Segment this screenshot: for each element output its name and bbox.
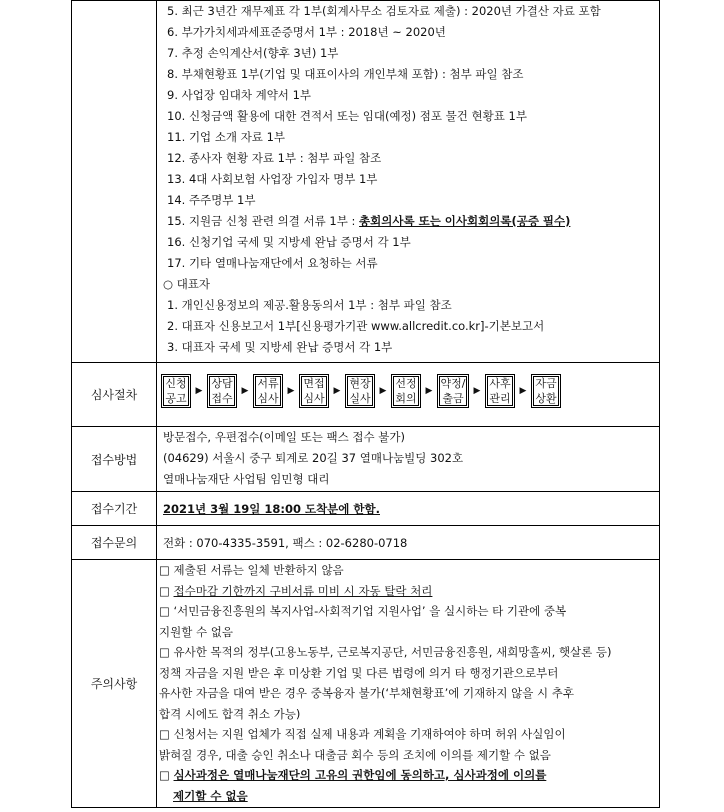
period-cell	[157, 492, 660, 526]
doc-item: 17. 기타 열매나눔재단에서 요청하는 서류	[167, 256, 378, 270]
arrow-right-icon: ▶	[519, 386, 527, 396]
contact-person-line: 열매나눔재단 사업팀 임민형 대리	[163, 472, 330, 486]
doc-item: 13. 4대 사회보험 사업장 가입자 명부 1부	[167, 172, 378, 186]
doc-item: 6. 부가가치세과세표준증명서 1부 : 2018년 ~ 2020년	[167, 25, 446, 39]
process-flow	[157, 363, 659, 411]
documents-row	[72, 1, 660, 363]
period-label: 접수기간	[72, 492, 157, 526]
note-3-cont: 지원할 수 없음	[159, 624, 233, 639]
step-text: 자금	[535, 377, 557, 390]
step-text: 심사	[303, 392, 325, 405]
step-text: 신청	[165, 377, 187, 390]
rep-doc-item: 2. 대표자 신용보고서 1부[신용평가기관 www.allcredit.co.kr]-기본보고서	[167, 319, 545, 333]
method-label: 접수방법	[72, 427, 157, 492]
doc-item: 5. 최근 3년간 재무제표 각 1부(회계사무소 검토자료 제출) : 2020년 가결산 자료 포함	[167, 4, 601, 18]
note-5-cont: 밝혀질 경우, 대출 승인 취소나 대출금 회수 등의 조치에 이의를 제기할 수 없음	[159, 747, 551, 762]
arrow-right-icon: ▶	[379, 386, 387, 396]
step-text: 접수	[211, 392, 233, 405]
process-label: 심사절차	[72, 363, 157, 427]
note-4-cont: 합격 시에도 합격 취소 가능)	[159, 706, 301, 721]
step-document-review	[253, 374, 283, 408]
checkbox-icon: □	[159, 583, 174, 598]
address-line: (04629) 서울시 중구 퇴계로 20길 37 열매나눔빌딩 302호	[163, 451, 464, 465]
step-apply-notice	[161, 374, 191, 408]
doc-item: 7. 추정 손익계산서(향후 3년) 1부	[167, 46, 339, 60]
inquiry-label: 접수문의	[72, 526, 157, 560]
step-text: 서류	[257, 377, 279, 390]
doc-item: 11. 기업 소개 자료 1부	[167, 130, 285, 144]
note-4-cont: 유사한 자금을 대여 받은 경우 중복융자 불가(‘부채현황표’에 기재하지 않을 시 추후	[159, 686, 574, 700]
step-text: 심사	[257, 392, 279, 405]
note-6-text: 심사과정은 열매나눔재단의 고유의 권한임에 동의하고, 심사과정에 이의를	[173, 768, 547, 782]
step-text: 회의	[395, 392, 417, 405]
representative-heading: ○ 대표자	[163, 277, 211, 291]
representative-documents	[157, 274, 659, 358]
doc-item: 12. 종사자 현황 자료 1부 : 첨부 파일 참조	[167, 151, 382, 165]
step-consult-receive	[207, 374, 237, 408]
step-text: 선정	[395, 377, 417, 390]
step-text: 약정/	[440, 377, 466, 390]
doc-item: 14. 주주명부 1부	[167, 193, 256, 207]
step-text: 현장	[349, 377, 371, 390]
method-cell	[157, 427, 660, 492]
step-text: 관리	[489, 392, 511, 405]
process-cell	[157, 363, 660, 427]
doc-item: 16. 신청기업 국세 및 지방세 완납 증명서 각 1부	[167, 235, 411, 249]
period-text: 2021년 3월 19일 18:00 도착분에 한함.	[163, 501, 380, 516]
application-info-table	[71, 0, 660, 808]
step-text: 출금	[442, 392, 464, 405]
method-line: 방문접수, 우편접수(이메일 또는 팩스 접수 불가)	[163, 430, 405, 444]
step-agreement-disbursement	[437, 374, 469, 408]
step-fund-repayment	[531, 374, 561, 408]
doc-item-15-text: 15. 지원금 신청 관련 의결 서류 1부 :	[167, 214, 360, 228]
inquiry-text: 전화 : 070-4335-3591, 팩스 : 02-6280-0718	[163, 535, 408, 550]
arrow-right-icon: ▶	[333, 386, 341, 396]
step-interview-review	[299, 374, 329, 408]
notes-row	[72, 560, 660, 808]
arrow-right-icon: ▶	[425, 386, 433, 396]
checkbox-icon: □	[159, 768, 174, 782]
step-text: 공고	[165, 392, 187, 405]
documents-label-cell	[72, 1, 157, 363]
documents-cell	[157, 1, 660, 363]
arrow-right-icon: ▶	[241, 386, 249, 396]
inquiry-row	[72, 526, 660, 560]
period-row	[72, 492, 660, 526]
step-text: 상환	[535, 392, 557, 405]
process-row	[72, 363, 660, 427]
note-6-cont	[159, 786, 653, 807]
rep-doc-item: 3. 대표자 국세 및 지방세 완납 증명서 각 1부	[167, 340, 393, 354]
step-selection-meeting	[391, 374, 421, 408]
company-documents-list	[157, 1, 659, 274]
step-post-management	[485, 374, 515, 408]
arrow-right-icon: ▶	[473, 386, 481, 396]
doc-item-15-emphasis: 총회의사록 또는 이사회회의록(공증 필수)	[359, 214, 571, 228]
step-text: 상담	[211, 377, 233, 390]
doc-item-15	[167, 211, 659, 232]
doc-item: 8. 부채현황표 1부(기업 및 대표이사의 개인부채 포함) : 첨부 파일 참조	[167, 67, 524, 81]
note-2	[159, 581, 653, 602]
note-6-text-cont: 제기할 수 없음	[173, 788, 248, 803]
note-4: □ 유사한 목적의 정부(고용노동부, 근로복지공단, 서민금융진흥원, 새희망홀씨, 햇살론 등)	[159, 645, 612, 659]
note-2-text: 접수마감 기한까지 구비서류 미비 시 자동 탈락 처리	[173, 583, 433, 598]
rep-doc-item: 1. 개인신용정보의 제공.활용동의서 1부 : 첨부 파일 참조	[167, 298, 452, 312]
doc-item: 9. 사업장 임대차 계약서 1부	[167, 88, 311, 102]
arrow-right-icon: ▶	[287, 386, 295, 396]
step-text: 실사	[349, 392, 371, 405]
notes-cell	[157, 560, 660, 808]
step-text: 면접	[303, 377, 325, 390]
note-6	[159, 765, 653, 786]
arrow-right-icon: ▶	[195, 386, 203, 396]
note-3: □ ‘서민금융진흥원의 복지사업-사회적기업 지원사업’ 을 실시하는 타 기관에 중복	[159, 604, 567, 618]
note-5: □ 신청서는 지원 업체가 직접 실제 내용과 계획을 기재하여야 하며 허위 사실임이	[159, 727, 566, 741]
inquiry-cell	[157, 526, 660, 560]
step-text: 사후	[489, 377, 511, 390]
notes-label: 주의사항	[72, 560, 157, 808]
method-row	[72, 427, 660, 492]
note-4-cont: 정책 자금을 지원 받은 후 미상환 기업 및 다른 법령에 의거 타 행정기관으로부터	[159, 665, 559, 680]
note-1: □ 제출된 서류는 일체 반환하지 않음	[159, 563, 344, 577]
step-site-inspection	[345, 374, 375, 408]
doc-item: 10. 신청금액 활용에 대한 견적서 또는 임대(예정) 점포 물건 현황표 1부	[167, 109, 527, 123]
